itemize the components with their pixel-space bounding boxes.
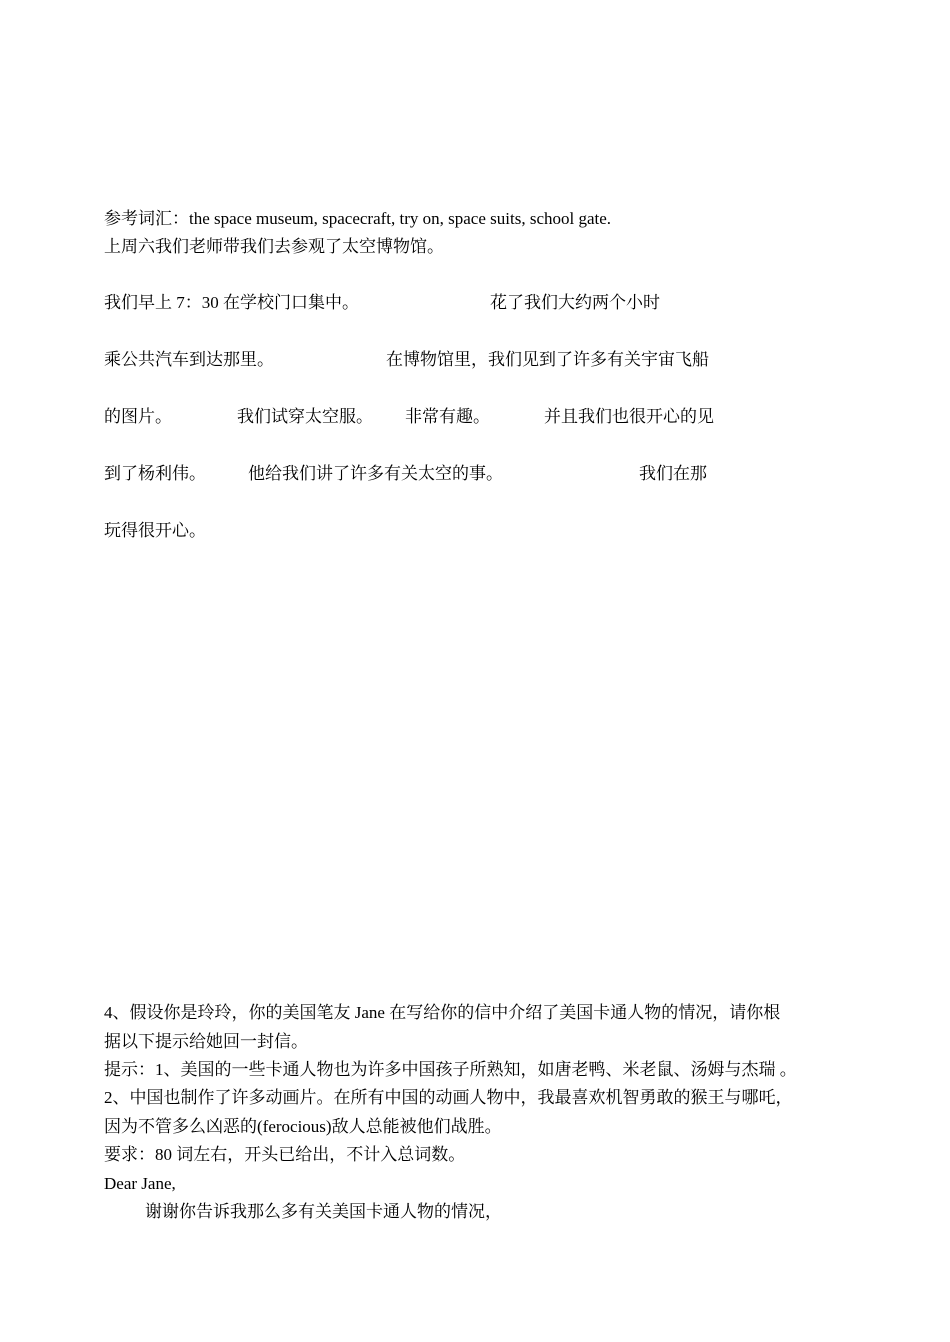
task-prompt-line-2: 据以下提示给她回一封信。 [104,1032,308,1051]
passage-row-5-part-c: 我们在那 [639,464,707,483]
passage-row-4-part-c: 非常有趣。 [405,407,490,426]
passage-row-3-part-a: 乘公共汽车到达那里。 [104,350,274,369]
passage-row-4-part-d: 并且我们也很开心的见 [544,407,714,426]
task-prompt-line-1: 4、假设你是玲玲，你的美国笔友 Jane 在写给你的信中介绍了美国卡通人物的情况，请你根 [104,1003,781,1022]
passage-line-1: 上周六我们老师带我们去参观了太空博物馆。 [104,237,444,256]
hint-2-line-2: 因为不管多么凶恶的(ferocious)敌人总能被他们战胜。 [104,1117,502,1136]
letter-opening: 谢谢你告诉我那么多有关美国卡通人物的情况， [145,1202,502,1221]
passage-row-2-part-b: 花了我们大约两个小时 [490,293,660,312]
passage-row-4-part-a: 的图片。 [104,407,172,426]
passage-row-3-part-b: 在博物馆里，我们见到了许多有关宇宙飞船 [386,350,709,369]
passage-row-4-part-b: 我们试穿太空服。 [237,407,373,426]
requirement: 要求：80 词左右，开头已给出，不计入总词数。 [104,1145,466,1164]
passage-row-5-part-a: 到了杨利伟。 [104,464,206,483]
passage-row-2-part-a: 我们早上 7：30 在学校门口集中。 [104,293,359,312]
vocabulary-hint: 参考词汇：the space museum, spacecraft, try on, space suits, school gate. [104,209,612,228]
letter-salutation: Dear Jane, [104,1174,176,1193]
hint-2-line-1: 2、中国也制作了许多动画片。在所有中国的动画人物中，我最喜欢机智勇敢的猴王与哪吒， [104,1088,793,1107]
passage-row-5-part-b: 他给我们讲了许多有关太空的事。 [248,464,503,483]
passage-row-6-part-a: 玩得很开心。 [104,521,206,540]
hint-1: 提示：1、美国的一些卡通人物也为许多中国孩子所熟知，如唐老鸭、米老鼠、汤姆与杰瑞 。 [104,1060,797,1079]
